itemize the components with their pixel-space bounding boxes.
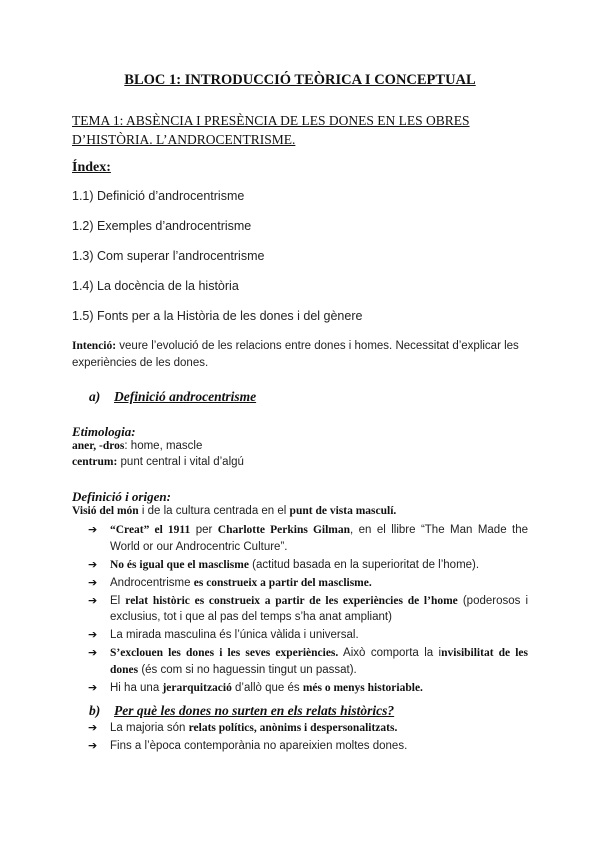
lead-emph-2: punt de vista masculí.: [289, 505, 397, 517]
bullet-text: Androcentrisme: [110, 576, 194, 589]
bullet-text: La majoria són: [110, 722, 189, 734]
list-item: [88, 557, 528, 574]
bullet-text: , en el llibre “The Man Made the World or our Androcentric Culture”.: [110, 524, 529, 553]
bullet-emph: relat històric es construeix a partir de les experiències de l’home: [125, 594, 458, 607]
index-item-1: 1.1) Definició d’androcentrisme: [72, 189, 245, 203]
etimologia-heading: Etimologia:: [72, 424, 136, 439]
bloc-title: BLOC 1: INTRODUCCIÓ TEÒRICA I CONCEPTUAL: [124, 72, 476, 88]
aner-term: aner, -dros: [72, 440, 125, 452]
aner-definition: : home, mascle: [124, 440, 203, 452]
arrow-right-icon: ➔: [88, 681, 98, 694]
bullet-emph: nvisibilitat de les dones: [110, 647, 528, 676]
section-a-bullet-list: [88, 522, 528, 698]
list-item: [88, 738, 528, 755]
intro-text: veure l’evolució de les relacions entre dones i homes. Necessitat d’explicar les experiències de les dones.: [72, 340, 519, 369]
bullet-emph: relats polítics, anònims i despersonalitzats.: [188, 722, 398, 734]
section-b-title: Per què les dones no surten en els relats històrics?: [114, 703, 395, 718]
list-item: [88, 575, 528, 592]
bullet-emph: “Creat” el 1911: [110, 524, 191, 536]
arrow-right-icon: ➔: [88, 740, 98, 752]
bullet-emph: No és igual que el masclisme: [110, 558, 249, 571]
bullet-text: Hi ha una: [110, 681, 163, 694]
index-item-3: 1.3) Com superar l’androcentrisme: [72, 249, 265, 263]
bullet-text: per: [190, 524, 218, 536]
section-b-heading: [89, 703, 394, 719]
index-item-2: 1.2) Exemples d’androcentrisme: [72, 219, 252, 233]
section-a-letter: a): [89, 389, 101, 404]
bullet-emph: Charlotte Perkins Gilman: [217, 524, 351, 536]
index-item-5: 1.5) Fonts per a la Història de les dones i del gènere: [72, 309, 363, 323]
lead-text-1: i de la cultura centrada en el: [138, 505, 290, 517]
list-item: [88, 593, 528, 626]
bullet-emph: es construeix a partir del masclisme.: [193, 576, 372, 589]
bullet-emph: jerarquització: [162, 681, 232, 694]
arrow-right-icon: ➔: [88, 722, 98, 734]
etimologia-aner: [72, 440, 202, 452]
list-item: [88, 627, 528, 644]
bullet-text: (poderosos i exclusius, tot i que al pas del temps s’ha anat ampliant): [110, 594, 529, 623]
bullet-emph: S’exclouen les dones i les seves experiències.: [110, 647, 339, 659]
arrow-right-icon: ➔: [88, 629, 98, 641]
bullet-text: (actitud basada en la superioritat de l’home).: [248, 558, 480, 571]
list-item: [88, 680, 528, 697]
bullet-emph: més o menys historiable.: [302, 681, 423, 694]
lead-emph-1: Visió del món: [72, 505, 139, 517]
index-item-4: 1.4) La docència de la història: [72, 279, 239, 293]
bullet-text: (és com si no haguessin tingut un passat).: [138, 663, 357, 676]
bullet-text: Això comporta la i: [338, 647, 442, 659]
bullet-text: El: [110, 594, 126, 607]
arrow-right-icon: ➔: [88, 576, 98, 589]
tema-title: TEMA 1: ABSÈNCIA I PRESÈNCIA DE LES DONES EN LES OBRES D’HISTÒRIA. L’ANDROCENTRISME.: [72, 113, 470, 147]
arrow-right-icon: ➔: [88, 647, 98, 659]
centrum-term: centrum:: [72, 456, 118, 468]
bullet-text: Fins a l’època contemporània no apareixien moltes dones.: [110, 740, 408, 752]
section-b-bullet-list: [88, 720, 528, 756]
intro-label: Intenció:: [72, 340, 117, 352]
arrow-right-icon: ➔: [88, 594, 98, 607]
intro-paragraph: [72, 338, 532, 372]
section-b-letter: b): [89, 703, 101, 718]
arrow-right-icon: ➔: [88, 524, 98, 536]
section-a-heading: [89, 389, 256, 405]
list-item: [88, 720, 528, 737]
centrum-definition: punt central i vital d’algú: [117, 456, 244, 468]
etimologia-centrum: [72, 456, 244, 468]
list-item: [88, 645, 528, 678]
section-a-title: Definició androcentrisme: [114, 389, 257, 404]
bullet-text: La mirada masculina és l’única vàlida i universal.: [110, 629, 359, 641]
definicio-heading: Definició i origen:: [72, 489, 171, 504]
arrow-right-icon: ➔: [88, 558, 98, 571]
index-heading: Índex:: [72, 160, 111, 175]
definicio-lead: [72, 505, 396, 517]
list-item: [88, 522, 528, 555]
bullet-text: d’allò que és: [231, 681, 303, 694]
